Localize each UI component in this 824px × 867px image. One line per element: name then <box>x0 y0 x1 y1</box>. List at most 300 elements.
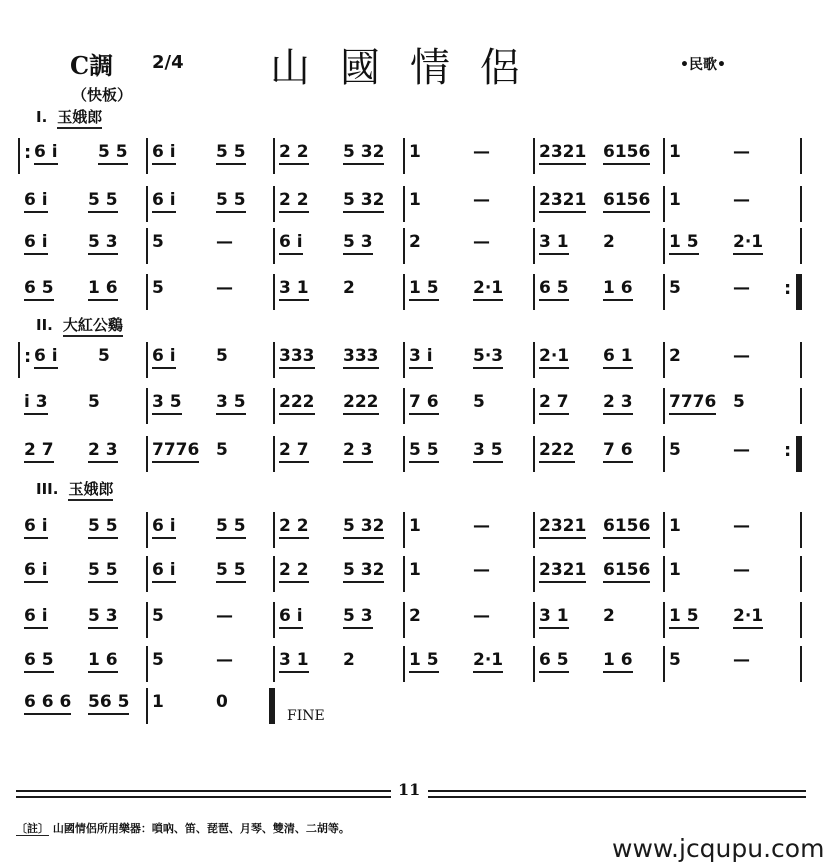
note-group: 1 <box>669 142 681 162</box>
beat-cell <box>152 232 164 252</box>
beat-cell <box>669 440 681 460</box>
barline <box>403 646 405 682</box>
beat-cell <box>152 346 176 366</box>
beat-cell <box>473 142 490 162</box>
barline <box>18 342 20 378</box>
beat-cell <box>409 392 439 412</box>
barline <box>800 138 802 174</box>
notation-system <box>18 512 800 548</box>
beat-cell <box>603 346 633 366</box>
beat-cell <box>88 516 118 536</box>
note-group: 6 i <box>24 232 48 255</box>
barline <box>533 512 535 548</box>
beat-cell <box>216 392 246 412</box>
note-group: 5 <box>152 278 164 298</box>
beat-cell <box>669 560 681 580</box>
note-group: 5 <box>216 346 228 366</box>
beat-cell <box>603 232 615 252</box>
notation-system <box>18 388 800 424</box>
note-group: 5 3 <box>343 232 373 255</box>
note-group: 2321 <box>539 516 586 539</box>
section-roman: I. <box>36 108 48 126</box>
beat-cell <box>603 278 633 298</box>
beat-cell <box>473 278 503 298</box>
note-group: 7776 <box>669 392 716 415</box>
note-group: 6 6 6 <box>24 692 71 715</box>
beat-cell <box>152 190 176 210</box>
beat-cell <box>539 440 575 460</box>
beat-cell <box>409 142 421 162</box>
beat-cell <box>343 440 373 460</box>
barline <box>663 388 665 424</box>
note-group: 7776 <box>152 440 199 463</box>
beat-cell <box>473 560 490 580</box>
beat-cell <box>343 606 373 626</box>
note-group: 56 5 <box>88 692 129 715</box>
note-group: 5 5 <box>88 516 118 539</box>
note-group: 6 i <box>24 190 48 213</box>
beat-cell <box>473 392 485 412</box>
note-group: 2 <box>603 606 615 626</box>
note-group: 2 7 <box>279 440 309 463</box>
beat-cell <box>409 346 433 366</box>
beat-cell <box>24 516 48 536</box>
beat-cell <box>279 142 309 162</box>
beat-cell <box>216 516 246 536</box>
note-group: 1 <box>669 190 681 210</box>
note-text: 山國情侶所用樂器：嗩吶、笛、琵琶、月琴、雙清、二胡等。 <box>52 822 350 835</box>
barline <box>663 228 665 264</box>
note-group: — <box>733 560 750 580</box>
note-group: 6 i <box>152 142 176 165</box>
beat-cell <box>216 560 246 580</box>
note-group: 2 <box>343 278 355 298</box>
note-group: 1 5 <box>669 232 699 255</box>
note-group: 2321 <box>539 190 586 213</box>
beat-cell <box>279 392 315 412</box>
beat-cell <box>216 346 228 366</box>
beat-cell <box>473 606 490 626</box>
beat-cell <box>733 650 750 670</box>
note-group: 1 5 <box>409 650 439 673</box>
note-group: 2·1 <box>733 606 763 629</box>
beat-cell <box>88 190 118 210</box>
note-group: 5 <box>98 346 110 366</box>
beat-cell <box>279 190 309 210</box>
barline <box>403 342 405 378</box>
note-group: 2 2 <box>279 560 309 583</box>
barline <box>663 512 665 548</box>
barline <box>146 602 148 638</box>
note-group: 5 5 <box>409 440 439 463</box>
barline <box>273 646 275 682</box>
beat-cell <box>216 232 233 252</box>
beat-cell <box>88 606 118 626</box>
barline <box>533 388 535 424</box>
barline <box>146 646 148 682</box>
note-group: 5 3 <box>343 606 373 629</box>
barline <box>533 274 535 310</box>
note-group: 5 3 <box>88 232 118 255</box>
barline <box>403 186 405 222</box>
note-group: 3 1 <box>539 232 569 255</box>
note-group: 6 i <box>34 142 58 165</box>
barline <box>273 556 275 592</box>
note-group: 2 7 <box>539 392 569 415</box>
beat-cell <box>343 516 384 536</box>
beat-cell <box>409 606 421 626</box>
note-group: 5 <box>152 650 164 670</box>
beat-cell <box>343 650 355 670</box>
note-group: 0 <box>216 692 228 712</box>
footer-rule-right-2 <box>428 796 806 798</box>
beat-cell <box>669 190 681 210</box>
note-group: 2 <box>669 346 681 366</box>
beat-cell <box>24 392 48 412</box>
note-group: 6156 <box>603 190 650 213</box>
beat-cell <box>88 278 118 298</box>
genre-label: •民歌• <box>680 57 726 73</box>
repeat-start-sign: : <box>24 346 32 367</box>
barline <box>273 512 275 548</box>
note-group: 5 <box>88 392 100 412</box>
note-group: 7 6 <box>603 440 633 463</box>
note-group: 6 5 <box>24 650 54 673</box>
note-group: 1 <box>669 560 681 580</box>
beat-cell <box>152 142 176 162</box>
barline <box>146 388 148 424</box>
barline <box>663 646 665 682</box>
note-group: — <box>473 190 490 210</box>
beat-cell <box>603 516 650 536</box>
section-heading-1 <box>36 106 102 127</box>
beat-cell <box>409 516 421 536</box>
beat-cell <box>733 278 750 298</box>
note-group: 5 32 <box>343 190 384 213</box>
beat-cell <box>152 560 176 580</box>
note-group: — <box>473 142 490 162</box>
beat-cell <box>279 278 309 298</box>
note-group: 6 i <box>24 606 48 629</box>
beat-cell <box>88 650 118 670</box>
beat-cell <box>473 190 490 210</box>
notation-system <box>18 688 800 724</box>
beat-cell <box>98 142 128 162</box>
beat-cell <box>603 190 650 210</box>
beat-cell <box>88 232 118 252</box>
notation-system <box>18 186 800 222</box>
note-group: 7 6 <box>409 392 439 415</box>
barline <box>269 688 275 724</box>
beat-cell <box>343 190 384 210</box>
barline <box>403 388 405 424</box>
section-tune-name: 玉娥郎 <box>68 480 113 501</box>
beat-cell <box>409 650 439 670</box>
note-group: 1 <box>152 692 164 712</box>
beat-cell <box>24 190 48 210</box>
beat-cell <box>409 190 421 210</box>
note-group: — <box>473 560 490 580</box>
barline <box>663 556 665 592</box>
beat-cell <box>152 516 176 536</box>
note-group: 5 3 <box>88 606 118 629</box>
notation-system <box>18 138 800 174</box>
barline <box>533 556 535 592</box>
beat-cell <box>669 232 699 252</box>
beat-cell <box>88 560 118 580</box>
beat-cell <box>539 346 569 366</box>
note-group: 5 5 <box>216 190 246 213</box>
beat-cell <box>34 142 58 162</box>
note-group: 6 1 <box>603 346 633 369</box>
barline <box>273 342 275 378</box>
beat-cell <box>733 560 750 580</box>
barline <box>273 138 275 174</box>
beat-cell <box>24 560 48 580</box>
note-group: 6 i <box>152 560 176 583</box>
beat-cell <box>473 650 503 670</box>
note-group: 5 <box>733 392 745 412</box>
beat-cell <box>216 650 233 670</box>
beat-cell <box>669 516 681 536</box>
beat-cell <box>152 392 182 412</box>
beat-cell <box>603 560 650 580</box>
note-group: — <box>473 232 490 252</box>
note-group: 2 3 <box>88 440 118 463</box>
barline <box>403 138 405 174</box>
note-group: 5 <box>669 278 681 298</box>
barline <box>146 274 148 310</box>
barline <box>403 436 405 472</box>
section-roman: II. <box>36 316 53 334</box>
note-group: 5 <box>152 232 164 252</box>
note-group: 5 5 <box>216 142 246 165</box>
beat-cell <box>34 346 58 366</box>
beat-cell <box>669 606 699 626</box>
beat-cell <box>733 516 750 536</box>
beat-cell <box>733 392 745 412</box>
barline <box>146 228 148 264</box>
beat-cell <box>473 516 490 536</box>
note-group: 5 5 <box>88 560 118 583</box>
beat-cell <box>88 692 129 712</box>
tempo-marking: （快板） <box>72 86 133 104</box>
barline <box>800 342 802 378</box>
beat-cell <box>733 440 750 460</box>
note-group: 5 5 <box>98 142 128 165</box>
beat-cell <box>24 440 54 460</box>
barline <box>533 186 535 222</box>
note-group: 6 i <box>279 606 303 629</box>
barline <box>800 228 802 264</box>
note-group: i 3 <box>24 392 48 415</box>
note-group: 1 6 <box>88 650 118 673</box>
barline <box>146 688 148 724</box>
note-group: 2 <box>343 650 355 670</box>
notation-system <box>18 274 800 310</box>
site-watermark: www.jcqupu.com <box>612 834 824 863</box>
beat-cell <box>24 232 48 252</box>
beat-cell <box>539 278 569 298</box>
note-group: 3 1 <box>279 278 309 301</box>
beat-cell <box>216 606 233 626</box>
note-group: — <box>733 516 750 536</box>
note-group: 5 <box>473 392 485 412</box>
barline <box>273 186 275 222</box>
beat-cell <box>343 392 379 412</box>
barline <box>800 556 802 592</box>
barline <box>403 602 405 638</box>
beat-cell <box>539 392 569 412</box>
note-group: 2·1 <box>473 278 503 301</box>
page-number: 11 <box>398 780 421 799</box>
notation-system <box>18 228 800 264</box>
beat-cell <box>539 650 569 670</box>
beat-cell <box>279 440 309 460</box>
section-tune-name: 玉娥郎 <box>57 108 102 129</box>
time-signature: 2/4 <box>152 52 184 73</box>
beat-cell <box>539 142 586 162</box>
note-group: 1 <box>409 190 421 210</box>
section-roman: III. <box>36 480 59 498</box>
note-group: 222 <box>279 392 315 415</box>
beat-cell <box>343 278 355 298</box>
beat-cell <box>24 650 54 670</box>
notation-system <box>18 436 800 472</box>
beat-cell <box>669 278 681 298</box>
section-tune-name: 大紅公鷄 <box>63 316 123 337</box>
beat-cell <box>343 142 384 162</box>
barline <box>796 436 802 472</box>
notation-system <box>18 646 800 682</box>
beat-cell <box>603 440 633 460</box>
note-group: — <box>473 516 490 536</box>
barline <box>403 512 405 548</box>
beat-cell <box>216 142 246 162</box>
beat-cell <box>603 142 650 162</box>
note-group: 2·1 <box>539 346 569 369</box>
beat-cell <box>152 692 164 712</box>
note-group: 1 5 <box>409 278 439 301</box>
note-group: 6 i <box>152 190 176 213</box>
barline <box>800 646 802 682</box>
note-group: — <box>733 190 750 210</box>
note-group: 2 2 <box>279 190 309 213</box>
note-group: 2 3 <box>343 440 373 463</box>
notation-system <box>18 556 800 592</box>
beat-cell <box>733 606 763 626</box>
beat-cell <box>152 440 199 460</box>
barline <box>800 512 802 548</box>
note-group: 5 <box>152 606 164 626</box>
note-group: 2 2 <box>279 142 309 165</box>
note-group: 2·1 <box>733 232 763 255</box>
beat-cell <box>733 232 763 252</box>
note-group: 2321 <box>539 560 586 583</box>
barline <box>663 274 665 310</box>
note-group: 2 <box>409 232 421 252</box>
note-group: 6 5 <box>539 650 569 673</box>
footer-rule-left <box>16 790 391 792</box>
barline <box>533 602 535 638</box>
note-group: 1 6 <box>603 278 633 301</box>
beat-cell <box>539 606 569 626</box>
note-group: 5·3 <box>473 346 503 369</box>
beat-cell <box>279 516 309 536</box>
beat-cell <box>669 650 681 670</box>
barline <box>403 556 405 592</box>
beat-cell <box>409 232 421 252</box>
beat-cell <box>733 190 750 210</box>
note-group: 2 3 <box>603 392 633 415</box>
note-group: 2321 <box>539 142 586 165</box>
notation-system <box>18 342 800 378</box>
beat-cell <box>343 232 373 252</box>
beat-cell <box>669 142 681 162</box>
note-group: 5 5 <box>88 190 118 213</box>
barline <box>800 186 802 222</box>
note-group: 3 i <box>409 346 433 369</box>
barline <box>273 388 275 424</box>
note-group: 6156 <box>603 516 650 539</box>
barline <box>800 602 802 638</box>
beat-cell <box>733 346 750 366</box>
barline <box>663 436 665 472</box>
barline <box>403 274 405 310</box>
note-group: 5 32 <box>343 516 384 539</box>
beat-cell <box>603 392 633 412</box>
barline <box>533 342 535 378</box>
barline <box>663 602 665 638</box>
notation-system <box>18 602 800 638</box>
beat-cell <box>216 190 246 210</box>
note-group: 5 <box>216 440 228 460</box>
note-group: — <box>733 346 750 366</box>
beat-cell <box>343 346 379 366</box>
barline <box>146 436 148 472</box>
barline <box>663 138 665 174</box>
barline <box>273 228 275 264</box>
beat-cell <box>98 346 110 366</box>
note-group: — <box>473 606 490 626</box>
note-group: 3 1 <box>279 650 309 673</box>
beat-cell <box>473 440 503 460</box>
beat-cell <box>409 440 439 460</box>
barline <box>273 436 275 472</box>
beat-cell <box>279 606 303 626</box>
beat-cell <box>216 692 228 712</box>
barline <box>273 274 275 310</box>
note-tag: 〔註〕 <box>16 822 49 835</box>
beat-cell <box>24 692 71 712</box>
note-group: 6 i <box>24 516 48 539</box>
note-group: 5 5 <box>216 516 246 539</box>
note-group: 222 <box>343 392 379 415</box>
beat-cell <box>409 278 439 298</box>
section-heading-2 <box>36 314 123 335</box>
note-group: — <box>733 650 750 670</box>
song-title: 山國情侶 <box>270 45 550 91</box>
note-group: 5 <box>669 650 681 670</box>
note-group: — <box>733 278 750 298</box>
beat-cell <box>216 440 228 460</box>
note-group: 6 5 <box>24 278 54 301</box>
note-group: — <box>216 606 233 626</box>
note-group: 2 7 <box>24 440 54 463</box>
note-group: 6 i <box>24 560 48 583</box>
repeat-end-sign: : <box>784 440 792 461</box>
note-group: 1 6 <box>88 278 118 301</box>
